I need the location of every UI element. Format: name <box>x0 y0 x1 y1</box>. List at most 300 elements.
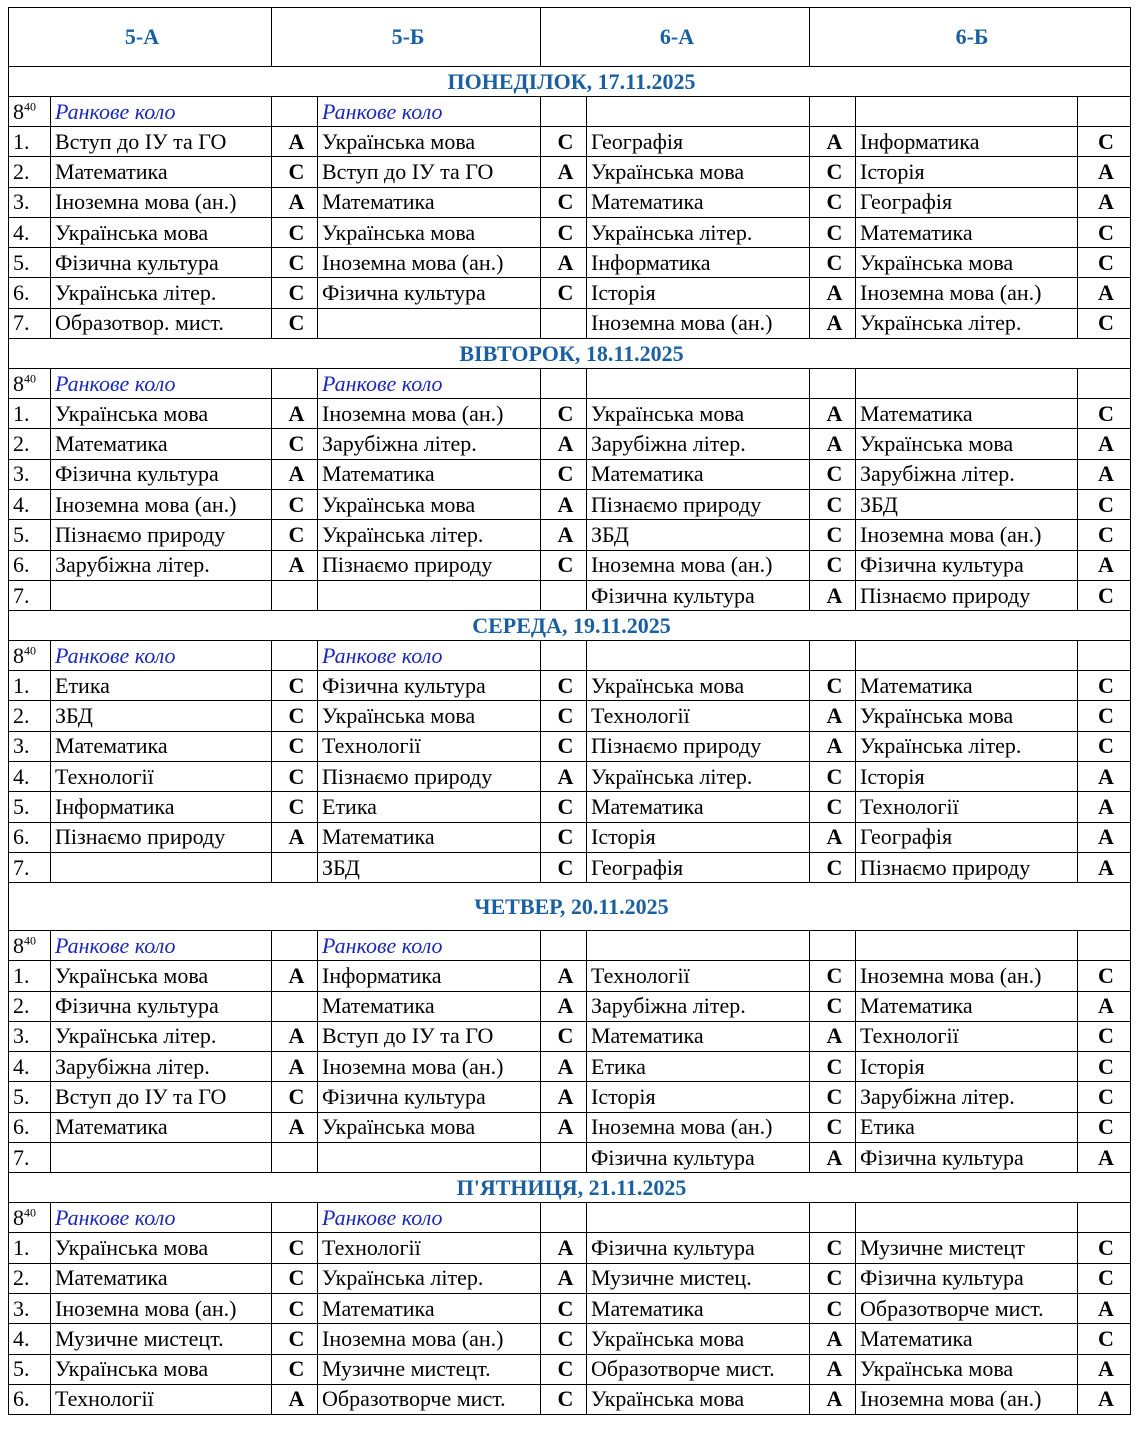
day-heading-row <box>9 883 1131 931</box>
lesson-mode: С <box>810 792 856 822</box>
lesson-mode: С <box>541 217 587 247</box>
lesson-mode: А <box>810 1021 856 1051</box>
morning-row <box>9 97 1131 127</box>
start-minute: 40 <box>24 643 36 658</box>
day-heading-row <box>9 611 1131 641</box>
lesson-mode: А <box>541 489 587 519</box>
lesson-mode: А <box>1078 1293 1131 1323</box>
lesson-mode: А <box>810 1324 856 1354</box>
mode-cell <box>541 97 587 127</box>
lesson-mode: А <box>1078 1384 1131 1414</box>
lesson-mode <box>272 852 318 882</box>
mode-cell <box>272 369 318 399</box>
lesson-number: 6. <box>9 822 51 852</box>
lesson-mode: С <box>541 187 587 217</box>
subject-cell: Математика <box>587 187 810 217</box>
subject-cell: Зарубіжна літер. <box>318 429 541 459</box>
lesson-mode: С <box>541 1384 587 1414</box>
lesson-mode: А <box>541 248 587 278</box>
subject-cell: Географія <box>587 852 810 882</box>
subject-cell: Технології <box>587 961 810 991</box>
subject-cell: Історія <box>587 278 810 308</box>
class-header-5a: 5-А <box>9 8 272 67</box>
lesson-mode: А <box>1078 187 1131 217</box>
lesson-mode: А <box>272 961 318 991</box>
lesson-mode: А <box>272 187 318 217</box>
lesson-row <box>9 731 1131 761</box>
subject-cell: Фізична культура <box>856 1143 1078 1173</box>
mode-cell <box>541 931 587 961</box>
lesson-number: 4. <box>9 489 51 519</box>
lesson-mode <box>272 580 318 610</box>
subject-cell: Українська літер. <box>856 308 1078 338</box>
lesson-mode: А <box>541 429 587 459</box>
subject-cell: Вступ до ІУ та ГО <box>51 127 272 157</box>
subject-cell: Образотвор. мист. <box>51 308 272 338</box>
start-time <box>9 931 51 961</box>
lesson-mode: С <box>272 157 318 187</box>
lesson-mode: С <box>541 822 587 852</box>
lesson-row <box>9 399 1131 429</box>
subject-cell: Технології <box>51 762 272 792</box>
lesson-mode: С <box>272 1082 318 1112</box>
lesson-mode: С <box>541 1324 587 1354</box>
lesson-mode: С <box>810 852 856 882</box>
subject-cell: Історія <box>856 762 1078 792</box>
subject-cell: Фізична культура <box>587 1143 810 1173</box>
lesson-row <box>9 278 1131 308</box>
subject-cell: Українська літер. <box>856 731 1078 761</box>
subject-cell: Інформатика <box>318 961 541 991</box>
mode-cell <box>1078 1203 1131 1233</box>
lesson-mode: А <box>272 1112 318 1142</box>
lesson-row <box>9 1052 1131 1082</box>
subject-cell: Іноземна мова (ан.) <box>51 489 272 519</box>
lesson-mode: С <box>541 731 587 761</box>
morning-activity: Ранкове коло <box>51 369 272 399</box>
morning-activity: Ранкове коло <box>318 931 541 961</box>
day-title: ПОНЕДІЛОК, 17.11.2025 <box>9 67 1131 97</box>
lesson-mode: С <box>541 671 587 701</box>
lesson-mode: С <box>541 459 587 489</box>
subject-cell: Іноземна мова (ан.) <box>856 278 1078 308</box>
mode-cell <box>1078 369 1131 399</box>
lesson-number: 7. <box>9 852 51 882</box>
lesson-number: 6. <box>9 278 51 308</box>
lesson-mode: С <box>810 1082 856 1112</box>
subject-cell: Вступ до ІУ та ГО <box>318 1021 541 1051</box>
morning-activity <box>856 1203 1078 1233</box>
lesson-mode: С <box>1078 961 1131 991</box>
lesson-row <box>9 1354 1131 1384</box>
subject-cell: Пізнаємо природу <box>587 489 810 519</box>
lesson-mode: А <box>810 399 856 429</box>
lesson-row <box>9 489 1131 519</box>
subject-cell: Географія <box>587 127 810 157</box>
mode-cell <box>1078 641 1131 671</box>
morning-activity <box>587 369 810 399</box>
subject-cell: Образотворче мист. <box>856 1293 1078 1323</box>
morning-row <box>9 1203 1131 1233</box>
lesson-mode: А <box>272 550 318 580</box>
morning-activity <box>856 369 1078 399</box>
lesson-mode: А <box>272 127 318 157</box>
subject-cell: Фізична культура <box>587 580 810 610</box>
lesson-row <box>9 1233 1131 1263</box>
lesson-mode: С <box>541 852 587 882</box>
lesson-row <box>9 1263 1131 1293</box>
start-hour: 8 <box>13 370 24 396</box>
lesson-number: 3. <box>9 459 51 489</box>
subject-cell: Українська мова <box>51 399 272 429</box>
class-header-6b: 6-Б <box>810 8 1131 67</box>
class-header-5b: 5-Б <box>272 8 541 67</box>
lesson-mode: А <box>1078 459 1131 489</box>
subject-cell: Музичне мистецт. <box>318 1354 541 1384</box>
lesson-row <box>9 762 1131 792</box>
lesson-mode: С <box>1078 489 1131 519</box>
subject-cell: Музичне мистецт <box>856 1233 1078 1263</box>
subject-cell: Математика <box>318 187 541 217</box>
lesson-row <box>9 127 1131 157</box>
lesson-row <box>9 1021 1131 1051</box>
mode-cell <box>810 369 856 399</box>
lesson-mode: А <box>272 822 318 852</box>
morning-activity <box>587 97 810 127</box>
lesson-mode: С <box>810 459 856 489</box>
lesson-number: 5. <box>9 1082 51 1112</box>
subject-cell: Технології <box>856 792 1078 822</box>
subject-cell: Іноземна мова (ан.) <box>856 1384 1078 1414</box>
lesson-number: 1. <box>9 399 51 429</box>
lesson-mode: А <box>541 520 587 550</box>
subject-cell: Історія <box>856 157 1078 187</box>
lesson-mode: С <box>1078 308 1131 338</box>
lesson-row <box>9 792 1131 822</box>
subject-cell: Іноземна мова (ан.) <box>51 1293 272 1323</box>
mode-cell <box>541 641 587 671</box>
subject-cell: Українська мова <box>51 1233 272 1263</box>
mode-cell <box>541 369 587 399</box>
subject-cell: Фізична культура <box>318 671 541 701</box>
lesson-number: 7. <box>9 580 51 610</box>
lesson-mode: С <box>1078 248 1131 278</box>
subject-cell: Українська мова <box>318 127 541 157</box>
lesson-mode: С <box>810 1233 856 1263</box>
lesson-mode: А <box>810 308 856 338</box>
lesson-row <box>9 459 1131 489</box>
class-header-row <box>9 8 1131 67</box>
subject-cell: Іноземна мова (ан.) <box>587 1112 810 1142</box>
subject-cell: Українська літер. <box>587 217 810 247</box>
subject-cell: Фізична культура <box>51 248 272 278</box>
start-time <box>9 641 51 671</box>
lesson-number: 4. <box>9 217 51 247</box>
lesson-mode: А <box>810 580 856 610</box>
subject-cell: Фізична культура <box>51 459 272 489</box>
subject-cell: Фізична культура <box>51 991 272 1021</box>
lesson-mode: С <box>810 671 856 701</box>
lesson-mode: А <box>810 127 856 157</box>
mode-cell <box>272 931 318 961</box>
subject-cell: Українська мова <box>587 1384 810 1414</box>
lesson-row <box>9 961 1131 991</box>
lesson-mode: С <box>1078 1112 1131 1142</box>
subject-cell: Математика <box>856 217 1078 247</box>
lesson-number: 7. <box>9 1143 51 1173</box>
subject-cell: Фізична культура <box>318 278 541 308</box>
mode-cell <box>810 1203 856 1233</box>
mode-cell <box>272 641 318 671</box>
morning-activity <box>856 97 1078 127</box>
subject-cell: Українська мова <box>318 217 541 247</box>
subject-cell: Іноземна мова (ан.) <box>318 1052 541 1082</box>
lesson-number: 2. <box>9 701 51 731</box>
morning-activity: Ранкове коло <box>318 1203 541 1233</box>
lesson-mode: А <box>1078 157 1131 187</box>
lesson-mode <box>272 1143 318 1173</box>
subject-cell: Зарубіжна літер. <box>856 1082 1078 1112</box>
lesson-mode: С <box>1078 1082 1131 1112</box>
day-title: СЕРЕДА, 19.11.2025 <box>9 611 1131 641</box>
lesson-mode: С <box>810 217 856 247</box>
lesson-row <box>9 822 1131 852</box>
subject-cell: Математика <box>587 459 810 489</box>
lesson-mode: А <box>810 1384 856 1414</box>
lesson-row <box>9 1112 1131 1142</box>
lesson-number: 2. <box>9 157 51 187</box>
lesson-mode: С <box>541 127 587 157</box>
lesson-mode: С <box>810 187 856 217</box>
lesson-mode: С <box>272 762 318 792</box>
lesson-mode: С <box>272 520 318 550</box>
lesson-mode: С <box>810 1112 856 1142</box>
lesson-mode: А <box>810 701 856 731</box>
lesson-row <box>9 187 1131 217</box>
subject-cell: Музичне мистец. <box>587 1263 810 1293</box>
lesson-mode: С <box>1078 671 1131 701</box>
lesson-row <box>9 248 1131 278</box>
lesson-mode: С <box>272 1293 318 1323</box>
subject-cell: Іноземна мова (ан.) <box>856 961 1078 991</box>
start-minute: 40 <box>24 933 36 948</box>
lesson-mode: С <box>1078 1052 1131 1082</box>
subject-cell: Українська мова <box>51 217 272 247</box>
subject-cell: Українська літер. <box>51 1021 272 1051</box>
lesson-number: 3. <box>9 187 51 217</box>
subject-cell <box>318 580 541 610</box>
subject-cell: Математика <box>51 157 272 187</box>
subject-cell: Українська мова <box>318 701 541 731</box>
subject-cell: Математика <box>51 429 272 459</box>
lesson-row <box>9 1082 1131 1112</box>
subject-cell: Українська літер. <box>318 520 541 550</box>
lesson-mode: С <box>272 308 318 338</box>
subject-cell: Математика <box>587 1293 810 1323</box>
start-time <box>9 369 51 399</box>
subject-cell: Історія <box>587 1082 810 1112</box>
subject-cell: Математика <box>856 991 1078 1021</box>
lesson-mode: А <box>1078 278 1131 308</box>
subject-cell: Пізнаємо природу <box>51 520 272 550</box>
lesson-number: 6. <box>9 1112 51 1142</box>
morning-row <box>9 931 1131 961</box>
subject-cell: Математика <box>856 399 1078 429</box>
subject-cell: Етика <box>318 792 541 822</box>
morning-activity: Ранкове коло <box>51 931 272 961</box>
lesson-mode: А <box>1078 792 1131 822</box>
lesson-number: 5. <box>9 792 51 822</box>
subject-cell: Технології <box>318 1233 541 1263</box>
lesson-mode: А <box>541 157 587 187</box>
subject-cell: Іноземна мова (ан.) <box>856 520 1078 550</box>
lesson-mode: С <box>1078 520 1131 550</box>
lesson-mode: С <box>272 1233 318 1263</box>
subject-cell: Етика <box>587 1052 810 1082</box>
morning-activity: Ранкове коло <box>51 641 272 671</box>
lesson-mode: А <box>272 459 318 489</box>
subject-cell: Зарубіжна літер. <box>587 991 810 1021</box>
lesson-mode: С <box>810 991 856 1021</box>
lesson-mode: А <box>1078 1143 1131 1173</box>
subject-cell: Етика <box>51 671 272 701</box>
lesson-mode: С <box>272 248 318 278</box>
start-hour: 8 <box>13 932 24 958</box>
subject-cell: Пізнаємо природу <box>856 580 1078 610</box>
subject-cell: Українська мова <box>587 671 810 701</box>
day-title: ВІВТОРОК, 18.11.2025 <box>9 339 1131 369</box>
start-time <box>9 1203 51 1233</box>
lesson-mode: С <box>1078 217 1131 247</box>
lesson-number: 7. <box>9 308 51 338</box>
class-header-6a: 6-А <box>541 8 810 67</box>
lesson-mode: А <box>1078 1354 1131 1384</box>
subject-cell: Музичне мистецт. <box>51 1324 272 1354</box>
mode-cell <box>1078 97 1131 127</box>
subject-cell: Математика <box>587 1021 810 1051</box>
lesson-mode: А <box>810 822 856 852</box>
subject-cell: Інформатика <box>587 248 810 278</box>
lesson-number: 2. <box>9 991 51 1021</box>
subject-cell: Зарубіжна літер. <box>856 459 1078 489</box>
lesson-mode: С <box>1078 1021 1131 1051</box>
lesson-number: 5. <box>9 520 51 550</box>
lesson-mode: А <box>1078 550 1131 580</box>
start-hour: 8 <box>13 1204 24 1230</box>
lesson-row <box>9 217 1131 247</box>
lesson-mode: С <box>272 792 318 822</box>
morning-activity <box>587 641 810 671</box>
lesson-mode: С <box>1078 731 1131 761</box>
subject-cell: ЗБД <box>587 520 810 550</box>
subject-cell: Українська літер. <box>587 762 810 792</box>
subject-cell: Математика <box>856 1324 1078 1354</box>
subject-cell: Математика <box>318 991 541 1021</box>
day-heading-row <box>9 67 1131 97</box>
subject-cell: Українська мова <box>587 157 810 187</box>
lesson-mode: А <box>810 429 856 459</box>
lesson-number: 6. <box>9 550 51 580</box>
lesson-mode: А <box>541 1233 587 1263</box>
subject-cell: ЗБД <box>856 489 1078 519</box>
subject-cell: Географія <box>856 822 1078 852</box>
lesson-number: 2. <box>9 429 51 459</box>
lesson-row <box>9 671 1131 701</box>
lesson-mode: А <box>272 399 318 429</box>
lesson-number: 5. <box>9 248 51 278</box>
morning-activity: Ранкове коло <box>51 97 272 127</box>
lesson-row <box>9 1384 1131 1414</box>
mode-cell <box>272 1203 318 1233</box>
subject-cell: Пізнаємо природу <box>856 852 1078 882</box>
lesson-row <box>9 991 1131 1021</box>
morning-activity: Ранкове коло <box>318 97 541 127</box>
lesson-number: 1. <box>9 671 51 701</box>
lesson-mode <box>541 580 587 610</box>
lesson-mode: С <box>541 792 587 822</box>
lesson-mode: А <box>1078 762 1131 792</box>
lesson-mode: С <box>272 701 318 731</box>
morning-activity <box>856 641 1078 671</box>
subject-cell: Іноземна мова (ан.) <box>51 187 272 217</box>
lesson-row <box>9 520 1131 550</box>
lesson-number: 6. <box>9 1384 51 1414</box>
morning-row <box>9 641 1131 671</box>
subject-cell: Іноземна мова (ан.) <box>318 1324 541 1354</box>
subject-cell: Пізнаємо природу <box>587 731 810 761</box>
subject-cell: Пізнаємо природу <box>318 550 541 580</box>
lesson-mode: С <box>272 217 318 247</box>
subject-cell: Технології <box>51 1384 272 1414</box>
lesson-mode: С <box>272 731 318 761</box>
lesson-mode: А <box>1078 852 1131 882</box>
lesson-mode: С <box>272 1263 318 1293</box>
lesson-mode: С <box>541 278 587 308</box>
lesson-row <box>9 308 1131 338</box>
lesson-row <box>9 580 1131 610</box>
start-minute: 40 <box>24 371 36 386</box>
mode-cell <box>541 1203 587 1233</box>
subject-cell: Пізнаємо природу <box>318 762 541 792</box>
lesson-mode: А <box>541 1263 587 1293</box>
lesson-mode: С <box>810 1052 856 1082</box>
subject-cell: Математика <box>587 792 810 822</box>
day-heading-row <box>9 339 1131 369</box>
start-time <box>9 97 51 127</box>
subject-cell: Вступ до ІУ та ГО <box>318 157 541 187</box>
start-minute: 40 <box>24 1205 36 1220</box>
lesson-row <box>9 852 1131 882</box>
lesson-number: 1. <box>9 127 51 157</box>
lesson-mode: С <box>810 1263 856 1293</box>
lesson-number: 4. <box>9 1324 51 1354</box>
subject-cell: Українська літер. <box>318 1263 541 1293</box>
lesson-mode: С <box>1078 399 1131 429</box>
lesson-number: 5. <box>9 1354 51 1384</box>
subject-cell: Вступ до ІУ та ГО <box>51 1082 272 1112</box>
subject-cell: Математика <box>51 1112 272 1142</box>
subject-cell: Зарубіжна літер. <box>587 429 810 459</box>
subject-cell <box>51 852 272 882</box>
morning-activity: Ранкове коло <box>318 369 541 399</box>
morning-activity <box>587 1203 810 1233</box>
lesson-mode: С <box>1078 1324 1131 1354</box>
lesson-number: 3. <box>9 731 51 761</box>
lesson-mode: А <box>810 278 856 308</box>
lesson-number: 2. <box>9 1263 51 1293</box>
lesson-mode: С <box>541 399 587 429</box>
lesson-mode: С <box>1078 127 1131 157</box>
